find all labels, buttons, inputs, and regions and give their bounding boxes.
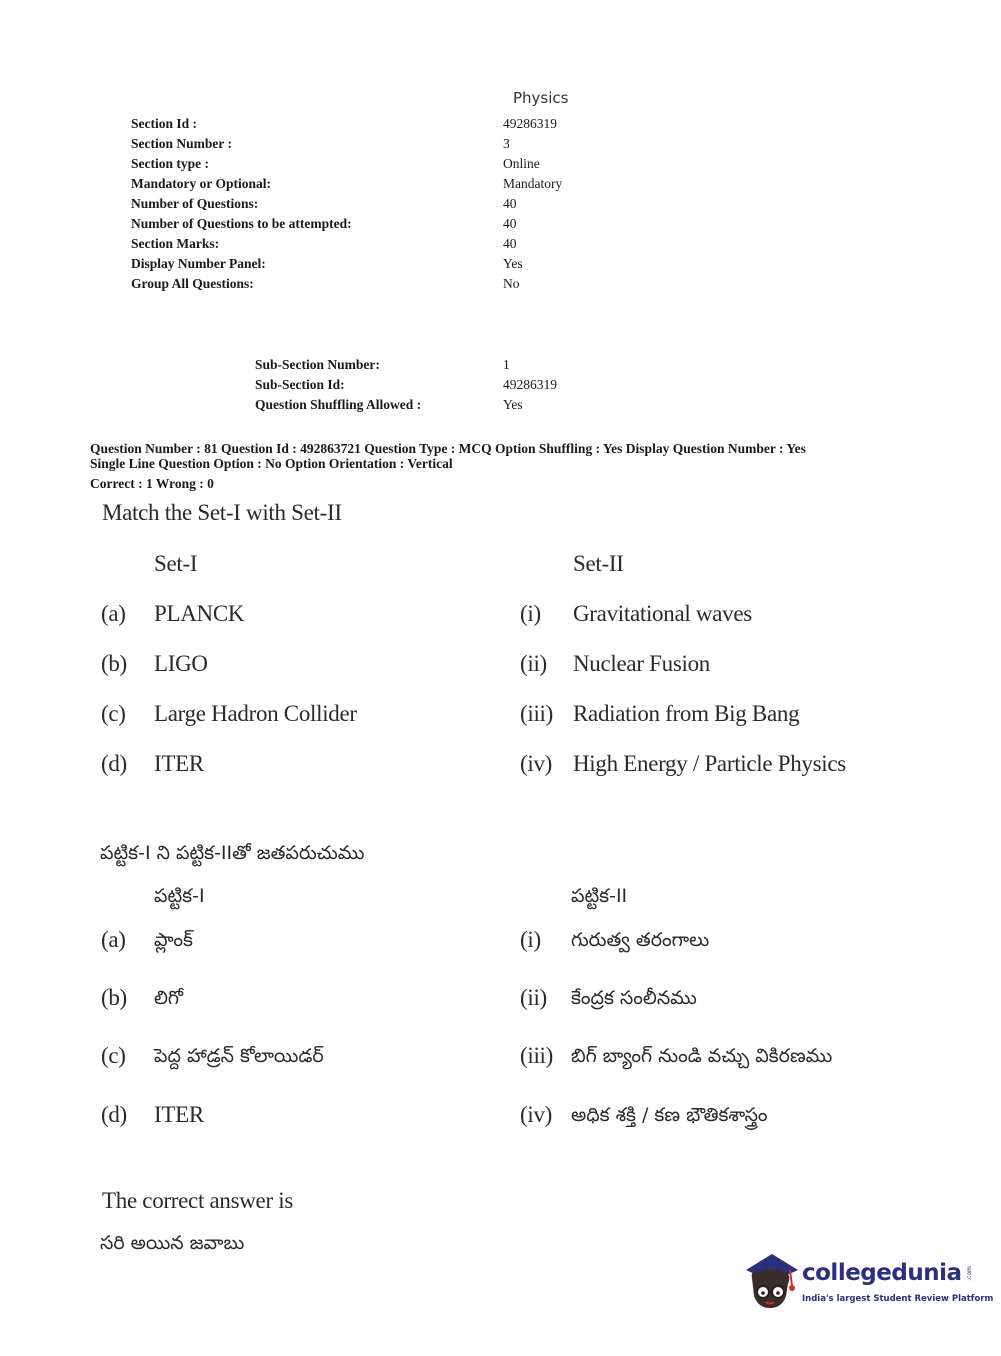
section-marks-value: 40 <box>503 236 517 251</box>
question-prompt-telugu: పట్టిక-I ని పట్టిక-IIతో జతపరుచుము <box>100 842 365 864</box>
set1-header-english: Set-I <box>154 551 198 576</box>
set1-tag: (a) <box>101 927 126 952</box>
set2-tag: (iv) <box>520 1102 553 1127</box>
set2-header-telugu: పట్టిక-II <box>571 885 628 907</box>
collegedunia-logo <box>742 1248 994 1318</box>
set1-tag: (b) <box>101 985 127 1010</box>
display-panel-label: Display Number Panel: <box>131 256 266 271</box>
shuffling-value: Yes <box>503 397 523 412</box>
question-info-line1: Question Number : 81 Question Id : 492863721 Question Type : MCQ Option Shuffling : Yes Display Question Number : Yes <box>90 441 806 456</box>
set2-tag: (iv) <box>520 751 553 776</box>
group-questions-value: No <box>503 276 520 291</box>
section-type-value: Online <box>503 156 540 171</box>
set1-header-telugu: పట్టిక-I <box>154 885 205 907</box>
subsection-number-value: 1 <box>503 357 510 372</box>
section-id-value: 49286319 <box>503 116 557 131</box>
num-attempted-value: 40 <box>503 216 517 231</box>
correct-answer-english: The correct answer is <box>102 1188 294 1213</box>
set1-tag: (c) <box>101 701 126 726</box>
num-attempted-label: Number of Questions to be attempted: <box>131 216 352 231</box>
section-number-value: 3 <box>503 136 510 151</box>
set1-item: ITER <box>154 751 204 776</box>
logo-brand: collegedunia <box>802 1260 962 1286</box>
set1-tag: (a) <box>101 601 126 626</box>
subject-title: Physics <box>513 89 569 107</box>
set2-item: గురుత్వ తరంగాలు <box>571 929 710 951</box>
num-questions-value: 40 <box>503 196 517 211</box>
num-questions-label: Number of Questions: <box>131 196 259 211</box>
group-questions-label: Group All Questions: <box>131 276 254 291</box>
set2-tag: (i) <box>520 927 541 952</box>
set1-item: PLANCK <box>154 601 245 626</box>
section-marks-label: Section Marks: <box>131 236 220 251</box>
set1-item: LIGO <box>154 651 208 676</box>
question-info-line2: Single Line Question Option : No Option Orientation : Vertical <box>90 456 453 471</box>
set2-tag: (i) <box>520 601 541 626</box>
mascot-icon <box>742 1248 802 1314</box>
logo-tagline: India's largest Student Review Platform <box>802 1294 994 1304</box>
set2-tag: (ii) <box>520 985 547 1010</box>
mandatory-label: Mandatory or Optional: <box>131 176 272 191</box>
set2-item: బిగ్ బ్యాంగ్ నుండి వచ్చు వికిరణము <box>571 1045 833 1067</box>
mandatory-value: Mandatory <box>503 176 563 191</box>
set2-item: కేంద్రక సంలీనము <box>571 987 697 1009</box>
logo-suffix: .com <box>965 1266 973 1281</box>
set1-item: ప్లాంక్ <box>154 929 193 951</box>
section-id-label: Section Id : <box>131 116 198 131</box>
set2-tag: (iii) <box>520 701 553 726</box>
subsection-id-label: Sub-Section Id: <box>255 377 345 392</box>
set2-item: Nuclear Fusion <box>573 651 710 676</box>
set1-item: Large Hadron Collider <box>154 701 357 726</box>
set2-tag: (ii) <box>520 651 547 676</box>
correct-answer-telugu: సరి అయిన జవాబు <box>100 1232 245 1254</box>
set1-tag: (c) <box>101 1043 126 1068</box>
set1-tag: (b) <box>101 651 127 676</box>
set2-item: Radiation from Big Bang <box>573 701 800 726</box>
section-type-label: Section type : <box>131 156 209 171</box>
set1-tag: (d) <box>101 751 127 776</box>
set2-tag: (iii) <box>520 1043 553 1068</box>
subsection-id-value: 49286319 <box>503 377 557 392</box>
set1-tag: (d) <box>101 1102 127 1127</box>
shuffling-label: Question Shuffling Allowed : <box>255 397 422 412</box>
set2-item: High Energy / Particle Physics <box>573 751 846 776</box>
set2-header-english: Set-II <box>573 551 624 576</box>
question-prompt-english: Match the Set-I with Set-II <box>102 500 342 525</box>
set1-item: పెద్ద హాడ్రన్ కోలాయిడర్ <box>154 1045 324 1067</box>
set2-item: Gravitational waves <box>573 601 752 626</box>
subsection-number-label: Sub-Section Number: <box>255 357 380 372</box>
set1-item: లిగో <box>154 987 184 1009</box>
section-number-label: Section Number : <box>131 136 232 151</box>
question-marking: Correct : 1 Wrong : 0 <box>90 476 214 491</box>
set2-item: అధిక శక్తి / కణ భౌతికశాస్త్రం <box>571 1104 768 1126</box>
set1-item: ITER <box>154 1102 204 1127</box>
display-panel-value: Yes <box>503 256 523 271</box>
